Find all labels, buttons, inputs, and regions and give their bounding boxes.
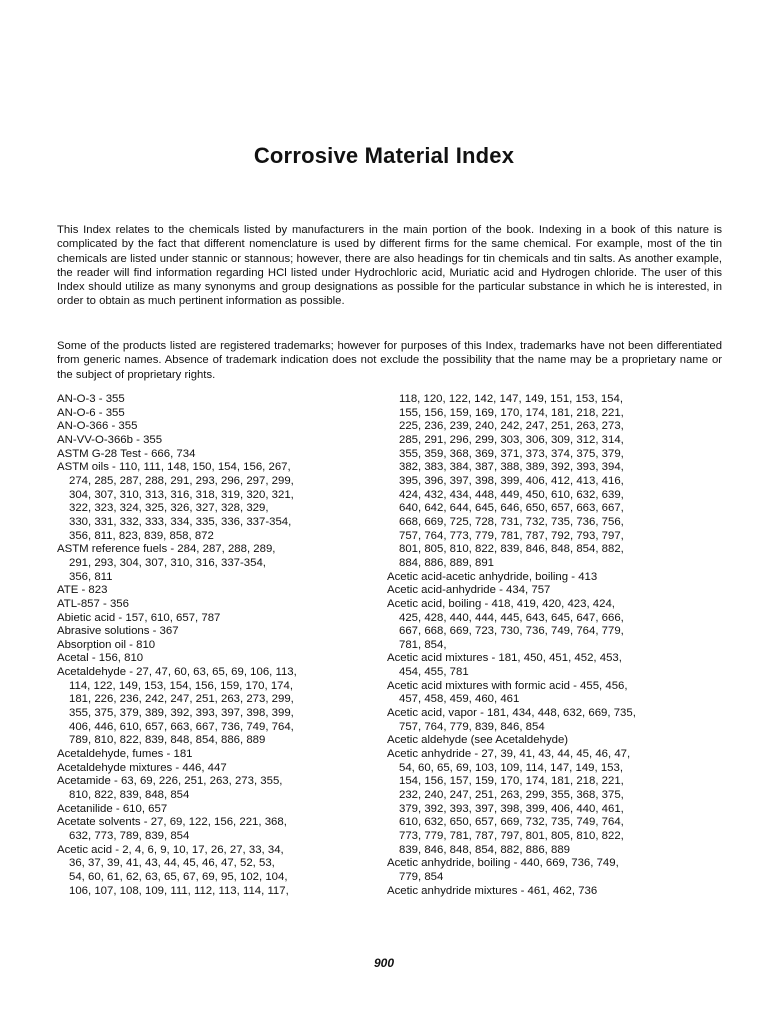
index-entry-continuation: 406, 446, 610, 657, 663, 667, 736, 749, 764, xyxy=(69,720,294,733)
index-entry: Acetic anhydride mixtures - 461, 462, 736 xyxy=(387,884,598,897)
index-entry-continuation: 304, 307, 310, 313, 316, 318, 319, 320, 321, xyxy=(69,488,294,501)
index-entry-continuation: 810, 822, 839, 848, 854 xyxy=(69,789,190,802)
index-entry: Acetic acid, boiling - 418, 419, 420, 423, 424, xyxy=(387,597,615,610)
index-entry: Acetic acid, vapor - 181, 434, 448, 632, 669, 735, xyxy=(387,707,636,720)
index-entry-continuation: 789, 810, 822, 839, 848, 854, 886, 889 xyxy=(69,734,266,747)
index-entry-continuation: 382, 383, 384, 387, 388, 389, 392, 393, 394, xyxy=(399,461,624,474)
index-entry: ASTM G-28 Test - 666, 734 xyxy=(57,447,196,460)
index-entry-continuation: 54, 60, 65, 69, 103, 109, 114, 147, 149, 153, xyxy=(399,761,623,774)
index-entry-continuation: 781, 854, xyxy=(399,638,447,651)
index-entry: ASTM oils - 110, 111, 148, 150, 154, 156, 267, xyxy=(57,461,291,474)
index-entry: Acetal - 156, 810 xyxy=(57,652,144,665)
index-entry-continuation: 54, 60, 61, 62, 63, 65, 67, 69, 95, 102, 104, xyxy=(69,870,288,883)
intro-paragraph-1: This Index relates to the chemicals listed by manufacturers in the main portion of the book. Indexing in a book of this nature is complicated by the fact that different nomenclature is used by different firms for the same chemical. For example, most of the tin chemicals are listed under stannic or stannous; however, there are also headings for tin chemicals and tin salts. As another example, the reader will find information regarding HCl listed under Hydrochloric acid, Muriatic acid and Hydrogen chloride. The user of this Index should utilize as many synonyms and group designations as possible for the particular substance in which he is interested, in order to obtain as much pertinent information as possible. xyxy=(57,224,722,308)
index-column-left xyxy=(57,393,377,898)
index-entry: ATE - 823 xyxy=(57,584,108,597)
index-entry-continuation: 355, 375, 379, 389, 392, 393, 397, 398, 399, xyxy=(69,707,294,720)
index-entry: Acetic anhydride - 27, 39, 41, 43, 44, 45, 46, 47, xyxy=(387,748,631,761)
index-entry-continuation: 457, 458, 459, 460, 461 xyxy=(399,693,520,706)
index-entry-continuation: 356, 811 xyxy=(69,570,113,583)
index-entry: ASTM reference fuels - 284, 287, 288, 289, xyxy=(57,543,276,556)
index-entry: Acetamide - 63, 69, 226, 251, 263, 273, 355, xyxy=(57,775,283,788)
index-entry: AN-O-6 - 355 xyxy=(57,406,125,419)
index-entry: Acetic aldehyde (see Acetaldehyde) xyxy=(387,734,569,747)
index-entry-continuation: 330, 331, 332, 333, 334, 335, 336, 337-354, xyxy=(69,515,292,528)
index-entry: Acetic acid-acetic anhydride, boiling - 413 xyxy=(387,570,598,583)
index-entry: Acetic acid mixtures with formic acid - 455, 456, xyxy=(387,679,628,692)
index-entry-continuation: 757, 764, 773, 779, 781, 787, 792, 793, 797, xyxy=(399,529,624,542)
index-entry: AN-O-366 - 355 xyxy=(57,420,138,433)
index-entry-continuation: 285, 291, 296, 299, 303, 306, 309, 312, 314, xyxy=(399,433,624,446)
index-entry-continuation: 322, 323, 324, 325, 326, 327, 328, 329, xyxy=(69,502,269,515)
index-entry: Acetanilide - 610, 657 xyxy=(57,802,168,815)
index-entry-continuation: 801, 805, 810, 822, 839, 846, 848, 854, 882, xyxy=(399,543,624,556)
index-entry-continuation: 154, 156, 157, 159, 170, 174, 181, 218, 221, xyxy=(399,775,624,788)
index-entry-continuation: 232, 240, 247, 251, 263, 299, 355, 368, 375, xyxy=(399,789,624,802)
index-entry-continuation: 356, 811, 823, 839, 858, 872 xyxy=(69,529,214,542)
index-entry-continuation: 773, 779, 781, 787, 797, 801, 805, 810, 822, xyxy=(399,830,624,842)
index-entry-continuation: 610, 632, 650, 657, 669, 732, 735, 749, 764, xyxy=(399,816,624,829)
index-entry: Absorption oil - 810 xyxy=(57,638,156,651)
index-entry-continuation: 379, 392, 393, 397, 398, 399, 406, 440, 461, xyxy=(399,802,624,815)
index-entry: Acetaldehyde mixtures - 446, 447 xyxy=(57,761,227,774)
index-entry-continuation: 181, 226, 236, 242, 247, 251, 263, 273, 299, xyxy=(69,693,294,706)
index-entry-continuation: 225, 236, 239, 240, 242, 247, 251, 263, 273, xyxy=(399,420,624,433)
index-column-right xyxy=(387,393,717,898)
page-title: Corrosive Material Index xyxy=(253,143,515,168)
index-entry: ATL-857 - 356 xyxy=(57,597,129,610)
index-entry: AN-O-3 - 355 xyxy=(57,393,125,405)
index-entry-continuation: 454, 455, 781 xyxy=(399,666,469,679)
index-entry-continuation: 667, 668, 669, 723, 730, 736, 749, 764, 779, xyxy=(399,625,624,638)
index-entry-continuation: 291, 293, 304, 307, 310, 316, 337-354, xyxy=(69,556,266,569)
page-number: 900 xyxy=(373,956,395,970)
index-entry: Abrasive solutions - 367 xyxy=(57,625,179,638)
index-entry-continuation: 118, 120, 122, 142, 147, 149, 151, 153, 154, xyxy=(399,393,623,405)
index-entry: AN-VV-O-366b - 355 xyxy=(57,433,163,446)
index-entry: Acetic acid - 2, 4, 6, 9, 10, 17, 26, 27, 33, 34, xyxy=(57,843,284,856)
index-entry-continuation: 839, 846, 848, 854, 882, 886, 889 xyxy=(399,843,571,856)
index-entry-continuation: 395, 396, 397, 398, 399, 406, 412, 413, 416, xyxy=(399,474,624,487)
index-entry: Acetic acid mixtures - 181, 450, 451, 452, 453, xyxy=(387,652,622,665)
index-entry-continuation: 757, 764, 779, 839, 846, 854 xyxy=(399,720,545,733)
index-entry: Acetate solvents - 27, 69, 122, 156, 221, 368, xyxy=(57,816,287,829)
index-entry-continuation: 425, 428, 440, 444, 445, 643, 645, 647, 666, xyxy=(399,611,624,624)
index-entry-continuation: 106, 107, 108, 109, 111, 112, 113, 114, 117, xyxy=(69,884,289,897)
index-entry-continuation: 424, 432, 434, 448, 449, 450, 610, 632, 639, xyxy=(399,488,624,501)
index-entry-continuation: 274, 285, 287, 288, 291, 293, 296, 297, 299, xyxy=(69,474,294,487)
index-entry-continuation: 114, 122, 149, 153, 154, 156, 159, 170, 174, xyxy=(69,679,293,692)
index-entry: Acetaldehyde - 27, 47, 60, 63, 65, 69, 106, 113, xyxy=(57,666,297,679)
index-entry: Acetic acid-anhydride - 434, 757 xyxy=(387,584,551,597)
index-entry-continuation: 155, 156, 159, 169, 170, 174, 181, 218, 221, xyxy=(399,406,624,419)
intro-paragraph-2: Some of the products listed are registered trademarks; however for purposes of this Index, trademarks have not been differentiated from generic names. Absence of trademark indication does not exclude the possibility that the name may be a proprietary name or the subject of proprietary rights. xyxy=(57,340,722,381)
index-entry-continuation: 668, 669, 725, 728, 731, 732, 735, 736, 756, xyxy=(399,515,624,528)
index-entry-continuation: 640, 642, 644, 645, 646, 650, 657, 663, 667, xyxy=(399,502,624,515)
index-entry-continuation: 632, 773, 789, 839, 854 xyxy=(69,830,190,842)
index-entry-continuation: 779, 854 xyxy=(399,870,444,883)
index-entry-continuation: 36, 37, 39, 41, 43, 44, 45, 46, 47, 52, 53, xyxy=(69,857,275,870)
index-entry: Acetic anhydride, boiling - 440, 669, 736, 749, xyxy=(387,857,619,870)
index-entry: Acetaldehyde, fumes - 181 xyxy=(57,748,193,761)
index-entry: Abietic acid - 157, 610, 657, 787 xyxy=(57,611,221,624)
index-entry-continuation: 355, 359, 368, 369, 371, 373, 374, 375, 379, xyxy=(399,447,624,460)
index-entry-continuation: 884, 886, 889, 891 xyxy=(399,556,495,569)
